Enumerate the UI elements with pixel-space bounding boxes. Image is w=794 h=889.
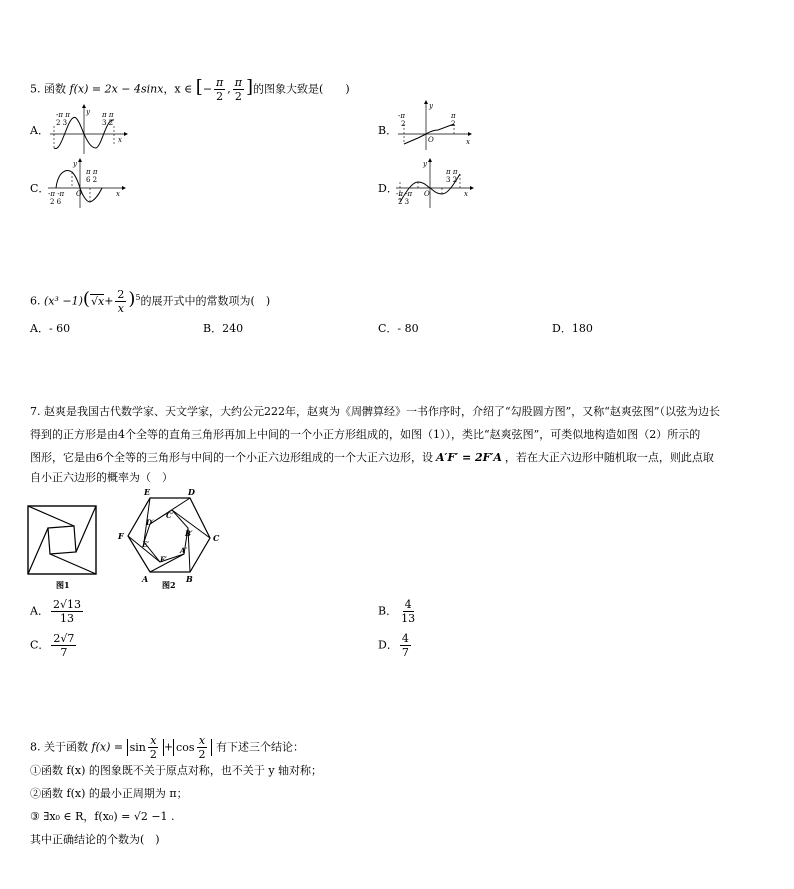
tick-pi-b: π — [451, 112, 456, 120]
origin-label-d: O — [424, 190, 430, 198]
q8-abs-sin: sin $\frac{x}{2}$ — [127, 739, 164, 756]
q5-function: f(x) = 2x − 4sinx — [69, 82, 164, 96]
q8-last: 其中正确结论的个数为( ) — [30, 833, 160, 846]
q6-option-d[interactable] — [552, 320, 593, 336]
q6-plus: + — [104, 294, 114, 308]
q5-frac-left: $\frac{\pi}{2}$ — [216, 76, 224, 103]
q7-option-d[interactable] — [378, 632, 413, 659]
hex-label-c-prime: C′ — [166, 511, 174, 520]
q7-line-4: 自小正六边形的概率为（ ） — [30, 471, 173, 484]
q6-frac: $\frac{2}{x}$ — [117, 288, 125, 315]
tick-pi-3-a: π π — [102, 111, 114, 119]
q7-line-3-b: ，若在大正六边形中随机取一点，则此点取 — [504, 451, 714, 464]
q7-option-d-frac: $\frac{4}{7}$ — [401, 632, 409, 659]
axis-x-label-b: x — [466, 138, 470, 146]
hex-label-b-prime: B′ — [185, 529, 193, 538]
hex-label-e-prime: E′ — [142, 540, 150, 549]
tick-den-d-top: 3 2 — [446, 176, 458, 184]
q5-suffix: 的图象大致是( ) — [253, 82, 350, 96]
origin-label-b: O — [428, 136, 434, 144]
hex-label-a: A — [142, 574, 149, 584]
q5-prefix: 函数 — [44, 82, 66, 96]
q5-option-a-label: A． — [30, 124, 49, 137]
tick-den-d-bottom: 2 3 — [398, 198, 410, 206]
q5-number: 5. — [30, 82, 41, 96]
q6-option-a-label: A． — [30, 322, 49, 335]
q5-domain-prefix: ，x ∈ — [163, 82, 193, 96]
q7-figure-2 — [110, 484, 224, 590]
q7-line-3-a: 图形，它是由6个全等的三角形与中间的一个小正六边形组成的一个大正六边形，设 — [30, 451, 433, 464]
q6-option-b-label: B． — [203, 322, 223, 335]
q5-graph-b — [396, 100, 476, 152]
q5-neg: − — [202, 82, 213, 96]
hex-label-e: E — [144, 487, 151, 497]
axis-x-label-c: x — [116, 190, 120, 198]
q6-option-c[interactable] — [378, 320, 419, 336]
q6-option-d-value: 180 — [571, 322, 593, 335]
q7-line-1: 7. 赵爽是我国古代数学家、天文学家，大约公元222年，赵爽为《周髀算经》一书作序时，介绍了“勾股圆方图”，又称“赵爽弦图”（以弦为边长 — [30, 405, 720, 418]
q7-figure-1 — [26, 504, 100, 590]
axis-y-label-b: y — [429, 102, 433, 110]
tick-neg-pi-b: -π — [398, 112, 405, 120]
fig1-caption: 图1 — [56, 580, 70, 590]
q5-bracket-left: [ — [195, 76, 203, 98]
q6-number: 6. — [30, 294, 41, 308]
q8-statement-2: ②函数 f(x) 的最小正周期为 π； — [30, 787, 188, 800]
tick-den-c-top: 6 2 — [86, 176, 98, 184]
tick-den-a-left: 2 3 — [56, 119, 68, 127]
q7-option-d-label: D． — [378, 638, 398, 652]
q5-option-d-label: D． — [378, 182, 398, 195]
q7-option-c[interactable] — [30, 632, 78, 659]
tick-den-c-bottom: 2 6 — [50, 198, 62, 206]
hex-label-f-prime: F′ — [160, 555, 167, 564]
tick-pi-c-top: π π — [86, 168, 98, 176]
hex-label-f: F — [118, 531, 124, 541]
fig2-caption: 图2 — [162, 580, 176, 590]
q5-option-b-label: B． — [378, 124, 398, 137]
q5-stem — [30, 76, 350, 103]
axis-y-label-c: y — [73, 160, 77, 168]
q7-equation: A′F′ = 2F′A — [436, 451, 502, 464]
q8-line-1 — [30, 734, 304, 761]
q7-line-2: 得到的正方形是由4个全等的直角三角形再加上中间的一个小正方形组成的，如图（1）），类比“赵爽弦图”，可类似地构造如图（2）所示的 — [30, 428, 701, 441]
tick-den-b-left: 2 — [401, 120, 406, 128]
q5-comma: , — [227, 82, 231, 96]
origin-label-c: O — [76, 190, 82, 198]
q7-option-c-frac: $\frac{2√7}{7}$ — [53, 632, 75, 659]
q6-paren-right: ) — [128, 288, 136, 310]
tick-den-a-right: 3 2 — [102, 119, 114, 127]
axis-x-label-d: x — [464, 190, 468, 198]
q5-option-a[interactable] — [30, 122, 49, 138]
tick-den-b-right: 2 — [451, 120, 456, 128]
axis-y-label: y — [86, 108, 90, 116]
q7-option-b-label: B． — [378, 604, 398, 618]
hex-label-d-prime: D′ — [146, 518, 154, 527]
hex-label-d: D — [188, 487, 195, 497]
q5-frac-right: $\frac{\pi}{2}$ — [234, 76, 242, 103]
q6-suffix: 的展开式中的常数项为( ) — [140, 294, 271, 308]
q6-option-b[interactable] — [203, 320, 243, 336]
axis-y-label-d: y — [423, 160, 427, 168]
hex-label-b: B — [186, 574, 193, 584]
q6-expr-a: (x³ −1) — [44, 294, 83, 308]
q8-abs-cos: cos $\frac{x}{2}$ — [173, 739, 212, 756]
q8-suffix: 有下述三个结论： — [215, 740, 304, 754]
q6-sqrt: √x — [90, 294, 105, 308]
q7-option-a[interactable] — [30, 598, 85, 625]
q8-prefix: 8. 关于函数 — [30, 740, 88, 754]
q5-option-b[interactable] — [378, 122, 397, 138]
hex-label-a-prime: A′ — [180, 546, 188, 555]
q6-option-d-label: D． — [552, 322, 572, 335]
q6-option-a[interactable] — [30, 320, 70, 336]
q6-option-c-label: C． — [378, 322, 398, 335]
q7-line-3 — [30, 450, 714, 466]
q7-option-a-label: A． — [30, 604, 49, 618]
tick-neg-pi-2-a: -π π — [56, 111, 70, 119]
q5-graph-d — [394, 158, 476, 210]
q8-statement-3: ③ ∃x₀ ∈ R，f(x₀) = √2 −1 . — [30, 810, 175, 823]
hex-label-c: C — [213, 533, 220, 543]
q7-option-c-label: C． — [30, 638, 50, 652]
axis-x-label: x — [118, 136, 122, 144]
tick-pi-d-top: π π — [446, 168, 458, 176]
q6-option-b-value: 240 — [222, 322, 244, 335]
q5-option-c-label: C． — [30, 182, 50, 195]
q6-exponent: 5 — [135, 292, 141, 302]
q5-graph-c — [46, 158, 128, 210]
q6-paren-left: ( — [82, 288, 90, 310]
q7-option-a-frac: $\frac{2√13}{13}$ — [52, 598, 81, 625]
q8-plus: + — [163, 740, 174, 754]
q6-option-c-value: - 80 — [397, 322, 419, 335]
q5-bracket-right: ] — [246, 76, 254, 98]
tick-pi-d-bottom: -π -π — [396, 190, 413, 198]
q6-stem — [30, 288, 270, 315]
q8-func: f(x) = — [91, 740, 124, 754]
q6-option-a-value: - 60 — [48, 322, 71, 335]
q7-option-b-frac: $\frac{4}{13}$ — [401, 598, 416, 625]
q7-option-b[interactable] — [378, 598, 419, 625]
tick-pi-c-bottom: -π -π — [48, 190, 65, 198]
q5-graph-a — [48, 104, 128, 156]
q8-statement-1: ①函数 f(x) 的图象既不关于原点对称，也不关于 y 轴对称； — [30, 764, 323, 777]
